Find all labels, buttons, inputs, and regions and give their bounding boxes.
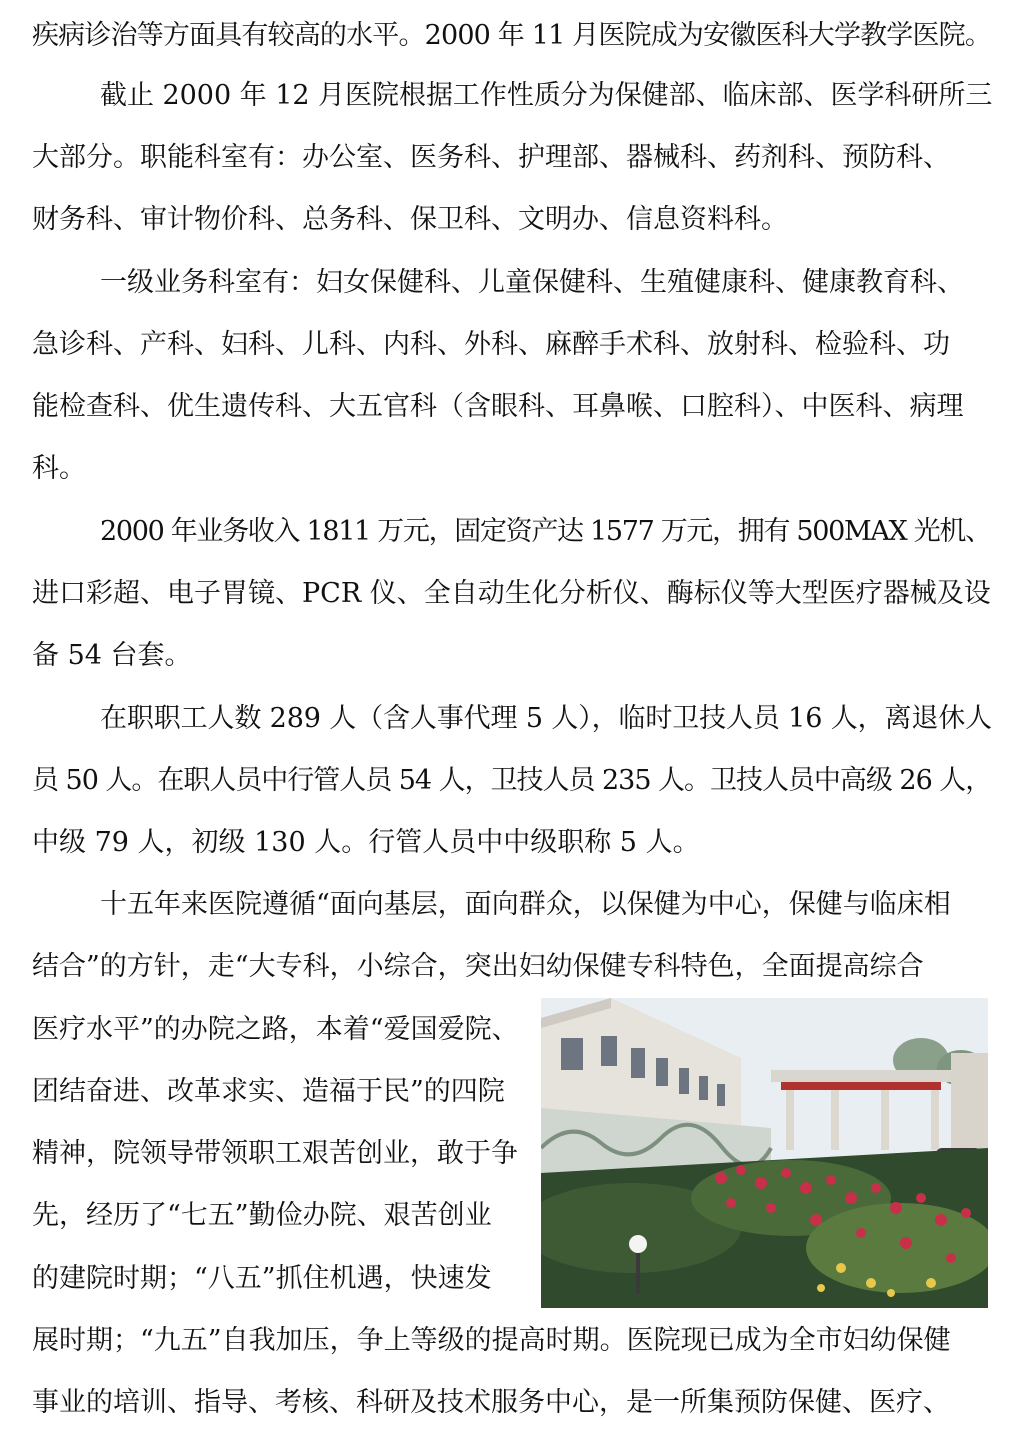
text-line: 展时期；“九五”自我加压，争上等级的提高时期。医院现已成为全市妇幼保健 bbox=[32, 1325, 951, 1356]
text-line: 能检查科、优生遗传科、大五官科（含眼科、耳鼻喉、口腔科）、中医科、病理 bbox=[32, 391, 964, 422]
text-line: 十五年来医院遵循“面向基层，面向群众，以保健为中心，保健与临床相 bbox=[100, 889, 951, 920]
text-line: 先，经历了“七五”勤俭办院、艰苦创业 bbox=[32, 1200, 492, 1231]
text-line: 备 54 台套。 bbox=[32, 640, 192, 671]
text-line: 结合”的方针，走“大专科，小综合，突出妇幼保健专科特色，全面提高综合 bbox=[32, 951, 924, 982]
text-line: 截止 2000 年 12 月医院根据工作性质分为保健部、临床部、医学科研所三 bbox=[100, 80, 993, 111]
text-line: 疾病诊治等方面具有较高的水平。2000 年 11 月医院成为安徽医科大学教学医院。 bbox=[32, 20, 991, 51]
text-line: 的建院时期；“八五”抓住机遇，快速发 bbox=[32, 1263, 492, 1294]
text-line: 事业的培训、指导、考核、科研及技术服务中心，是一所集预防保健、医疗、 bbox=[32, 1387, 950, 1418]
text-line: 医疗水平”的办院之路，本着“爱国爱院、 bbox=[32, 1014, 519, 1045]
text-line: 进口彩超、电子胃镜、PCR 仪、全自动生化分析仪、酶标仪等大型医疗器械及设 bbox=[32, 578, 991, 609]
text-line: 员 50 人。在职人员中行管人员 54 人，卫技人员 235 人。卫技人员中高级 26 人， bbox=[32, 765, 992, 796]
text-line: 急诊科、产科、妇科、儿科、内科、外科、麻醉手术科、放射科、检验科、功 bbox=[32, 329, 950, 360]
text-line: 科。 bbox=[32, 453, 86, 484]
text-line: 在职职工人数 289 人（含人事代理 5 人），临时卫技人员 16 人，离退休人 bbox=[100, 703, 992, 734]
text-line: 团结奋进、改革求实、造福于民”的四院 bbox=[32, 1076, 505, 1107]
text-line: 精神，院领导带领职工艰苦创业，敢于争 bbox=[32, 1138, 518, 1169]
text-line: 大部分。职能科室有：办公室、医务科、护理部、器械科、药剂科、预防科、 bbox=[32, 142, 950, 173]
hospital-photo bbox=[541, 998, 988, 1308]
text-line: 财务科、审计物价科、总务科、保卫科、文明办、信息资料科。 bbox=[32, 204, 788, 235]
hospital-photo-image bbox=[541, 998, 988, 1308]
text-line: 中级 79 人，初级 130 人。行管人员中中级职称 5 人。 bbox=[32, 827, 700, 858]
text-line: 一级业务科室有：妇女保健科、儿童保健科、生殖健康科、健康教育科、 bbox=[100, 267, 964, 298]
text-line: 2000 年业务收入 1811 万元，固定资产达 1577 万元，拥有 500MAX 光机、 bbox=[100, 516, 991, 547]
